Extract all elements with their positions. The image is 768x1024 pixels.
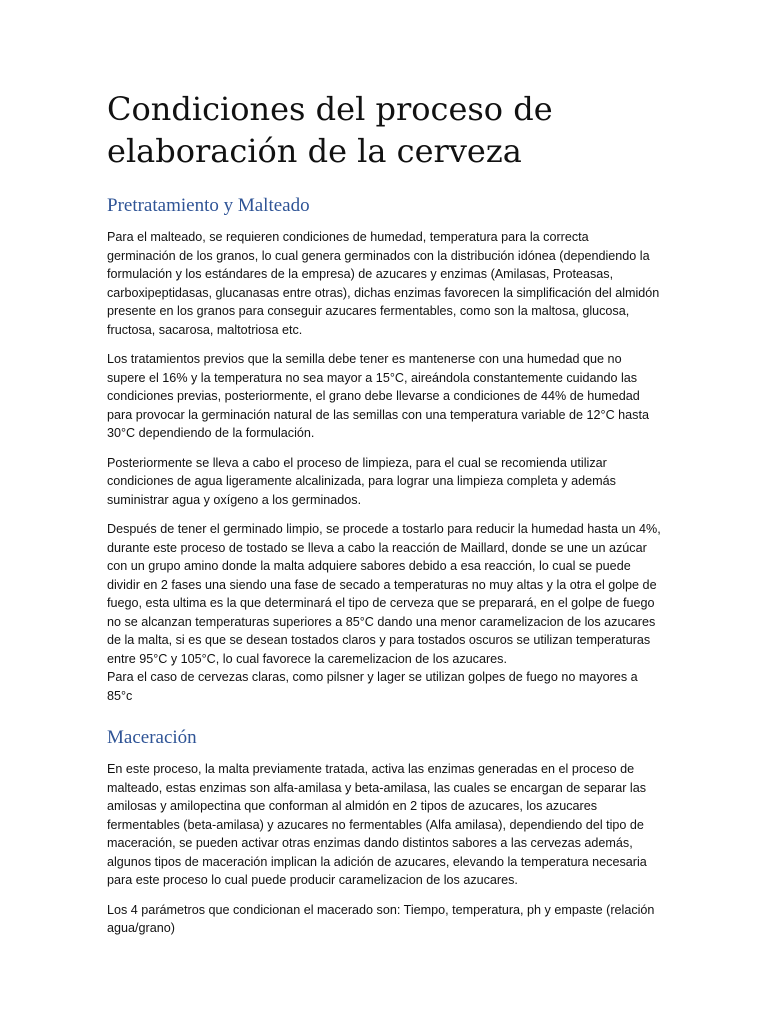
paragraph-limpieza: Posteriormente se lleva a cabo el proceso de limpieza, para el cual se recomienda utilizar condiciones de agua ligeramente alcalinizada, para lograr una limpieza completa y además suministrar agua y oxígeno a los germinados.	[107, 455, 616, 507]
paragraph-maceracion-intro: En este proceso, la malta previamente tratada, activa las enzimas generadas en el proceso de malteado, estas enzimas son alfa-amilasa y beta-amilasa, las cuales se encargan de separar las amilosas y amilopectina que conforman al almidón en 2 tipos de azucares, los azucares fermentables (beta-amilasa) y azucares no fermentables (Alfa amilasa), dependiendo del tipo de maceración, se pueden activar otras enzimas dando distintos sabores a las cervezas además, algunos tipos de maceración implican la adición de azucares, elevando la temperatura necesaria para este proceso lo cual puede producir caramelizacion de los azucares.	[107, 762, 647, 887]
document-title: Condiciones del proceso de elaboración de la cerveza	[107, 90, 553, 170]
section-heading-malteado: Pretratamiento y Malteado	[107, 195, 310, 216]
paragraph-malteado-intro: Para el malteado, se requieren condiciones de humedad, temperatura para la correcta germinación de los granos, lo cual genera germinados con la distribución idónea (dependiendo la formulación y los estándares de la empresa) de azucares y enzimas (Amilasas, Proteasas, carboxipeptidasas, glucanasas entre otras), dichas enzimas favorecen la simplificación del almidón presente en los granos para conseguir azucares fermentables, como son la maltosa, glucosa, fructosa, sacarosa, maltotriosa etc.	[107, 230, 660, 337]
document-page	[107, 88, 663, 938]
paragraph-parametros: Los 4 parámetros que condicionan el macerado son: Tiempo, temperatura, ph y empaste (relación agua/grano)	[107, 902, 655, 935]
paragraph-tostado: Después de tener el germinado limpio, se procede a tostarlo para reducir la humedad hasta un 4%, durante este proceso de tostado se lleva a cabo la reacción de Maillard, donde se une un azúcar con un grupo amino donde la malta adquiere sabores debido a esa reacción, lo cual se puede dividir en 2 fases una siendo una fase de secado a temperaturas no muy altas y la otra el golpe de fuego, esta ultima es la que determinará el tipo de cerveza que se preparará, en el golpe de fuego no se alcanzan temperaturas superiores a 85°C dando una menor caramelizacion de los azucares de la malta, si es que se desean tostados claros y para tostados oscuros se utilizan temperaturas entre 95°C y 105°C, lo cual favorece la caremelizacion de los azucares. Para el caso de cervezas claras, como pilsner y lager se utilizan golpes de fuego no mayores a 85°c	[107, 522, 661, 703]
section-heading-maceracion: Maceración	[107, 727, 197, 748]
paragraph-tratamientos-previos: Los tratamientos previos que la semilla debe tener es mantenerse con una humedad que no supere el 16% y la temperatura no sea mayor a 15°C, aireándola constantemente cuidando las condiciones previas, posteriormente, el grano debe llevarse a condiciones de 44% de humedad para provocar la germinación natural de las semillas con una temperatura variable de 12°C hasta 30°C dependiendo de la formulación.	[107, 352, 649, 440]
